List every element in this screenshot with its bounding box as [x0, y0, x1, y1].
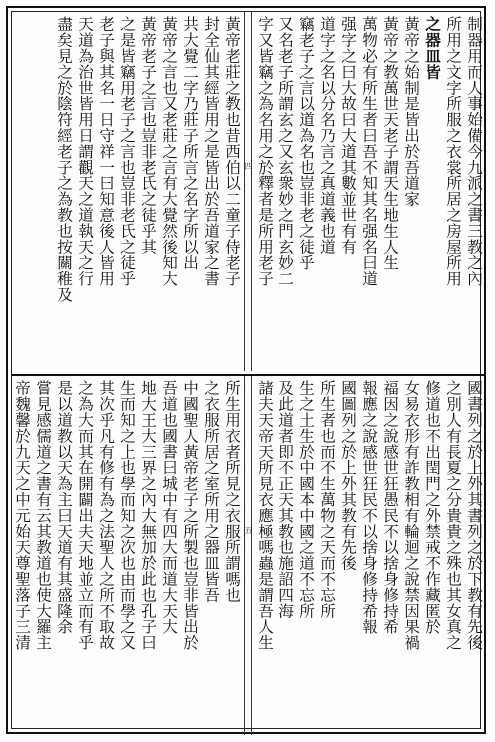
text-column: 國書列之於上外其書列之於下教有先後 [464, 380, 484, 731]
folio-number: 四 [244, 162, 253, 170]
text-column: 國圖列之於上外其教有先後 [338, 380, 358, 731]
center-fold [244, 12, 252, 371]
text-column: 之別人有長夏之分貴貴之殊也其女真之 [443, 380, 463, 731]
text-column: 是以道教以天為主曰天道有其盛隆余 [54, 380, 74, 731]
text-column: 諸夫天帝天所見衣應極嗎蟲是謂吾人生 [256, 380, 274, 651]
text-column: 老子與其名一日守祥一曰知意後人皆用 [96, 16, 116, 367]
text-column: 修道也不出閏門之外禁戒不作藏匿於 [422, 380, 442, 731]
text-column: 之器皿皆 [422, 16, 442, 367]
text-column: 黃帝老子之言也豈非老氏之徒乎其 [138, 16, 158, 367]
text-column: 盡矣見之於陰符經老子之為教也按關稚及 [55, 16, 73, 303]
lower-panel [12, 374, 484, 735]
text-column: 女易衣形有詐教相有輪迴之說禁因果禍 [401, 380, 421, 731]
text-column: 又名老子所謂玄之又玄衆妙之門玄妙二 [275, 16, 295, 367]
folio-number: 五 [244, 526, 253, 534]
text-column: 其次乎凡有修有為之法聖人之所不取故 [96, 380, 116, 731]
text-column: 之是皆竊用老子之言也豈非老氏之徒乎 [117, 16, 137, 367]
text-column: 嘗見感儒道之書有云其教道也使大羅主 [33, 380, 53, 731]
text-column: 報應之說感世狂民不以捨身修持希報 [359, 380, 379, 731]
text-column: 竊老子之言以道為名也豈非老之徒乎 [296, 16, 316, 367]
text-column: 之衣服所居之室所用之器皿皆吾 [201, 380, 221, 731]
text-column: 黃帝老莊之教也昔西伯以二童子侍老子 [222, 16, 242, 367]
upper-panel [12, 12, 484, 371]
text-column: 所生者也而不生萬物之天而不忘所 [317, 380, 337, 731]
text-column: 生而知之上也學而知之次也由而學之又 [117, 380, 137, 731]
text-column: 之為大而其在開闢出夫天地並立而有乎 [75, 380, 95, 731]
text-column: 地大王大三界之內大無加於此也孔子曰 [138, 380, 158, 731]
text-column: 帝魏馨於九天之中元始天尊聖落子三清 [13, 380, 31, 651]
text-column: 福因之說感世狂愚民不以捨身修持希 [380, 380, 400, 731]
text-column: 黃帝之言也又老莊之言有大覺然後知大 [159, 16, 179, 367]
text-column: 生之土生於中國本中國之道不忘所 [296, 380, 316, 731]
text-column: 道字之名以分名乃言之真道義也道 [317, 16, 337, 367]
text-column: 黃帝之教萬世天老子謂天生地生人生 [380, 16, 400, 367]
inner-border [11, 11, 481, 729]
text-column: 萬物必有所生者曰吾不知其名强名曰道 [359, 16, 379, 367]
center-fold [244, 376, 252, 735]
text-column: 天道為治世皆用日謂觀天之道執天之行 [75, 16, 95, 367]
text-column: 封全仙其經皆用之是皆出於吾道家之書 [201, 16, 221, 367]
text-column: 制器用而人事始備今九派之書三教之內 [464, 16, 484, 367]
text-column: 及此道者即不正天其教也施詔四海 [275, 380, 295, 731]
page-border [6, 6, 486, 734]
text-column: 共大覺二字乃莊子所言之名字所以出 [180, 16, 200, 367]
text-column: 中國聖人黃帝老子之所製也豈非皆出於 [180, 380, 200, 731]
text-column: 强字之曰大故曰大道其數並世有有 [338, 16, 358, 367]
text-column: 字又皆竊之為名用之於釋者是所用老子 [256, 16, 274, 287]
text-column: 所用之文字所服之衣裳所居之房屋所用 [443, 16, 463, 367]
text-column: 黃帝之始制是皆出於吾道家 [401, 16, 421, 367]
text-column: 吾道也國書曰城中有四大而道大天大 [159, 380, 179, 731]
text-column: 所生用衣者所見之衣服所謂嗎也 [222, 380, 242, 731]
